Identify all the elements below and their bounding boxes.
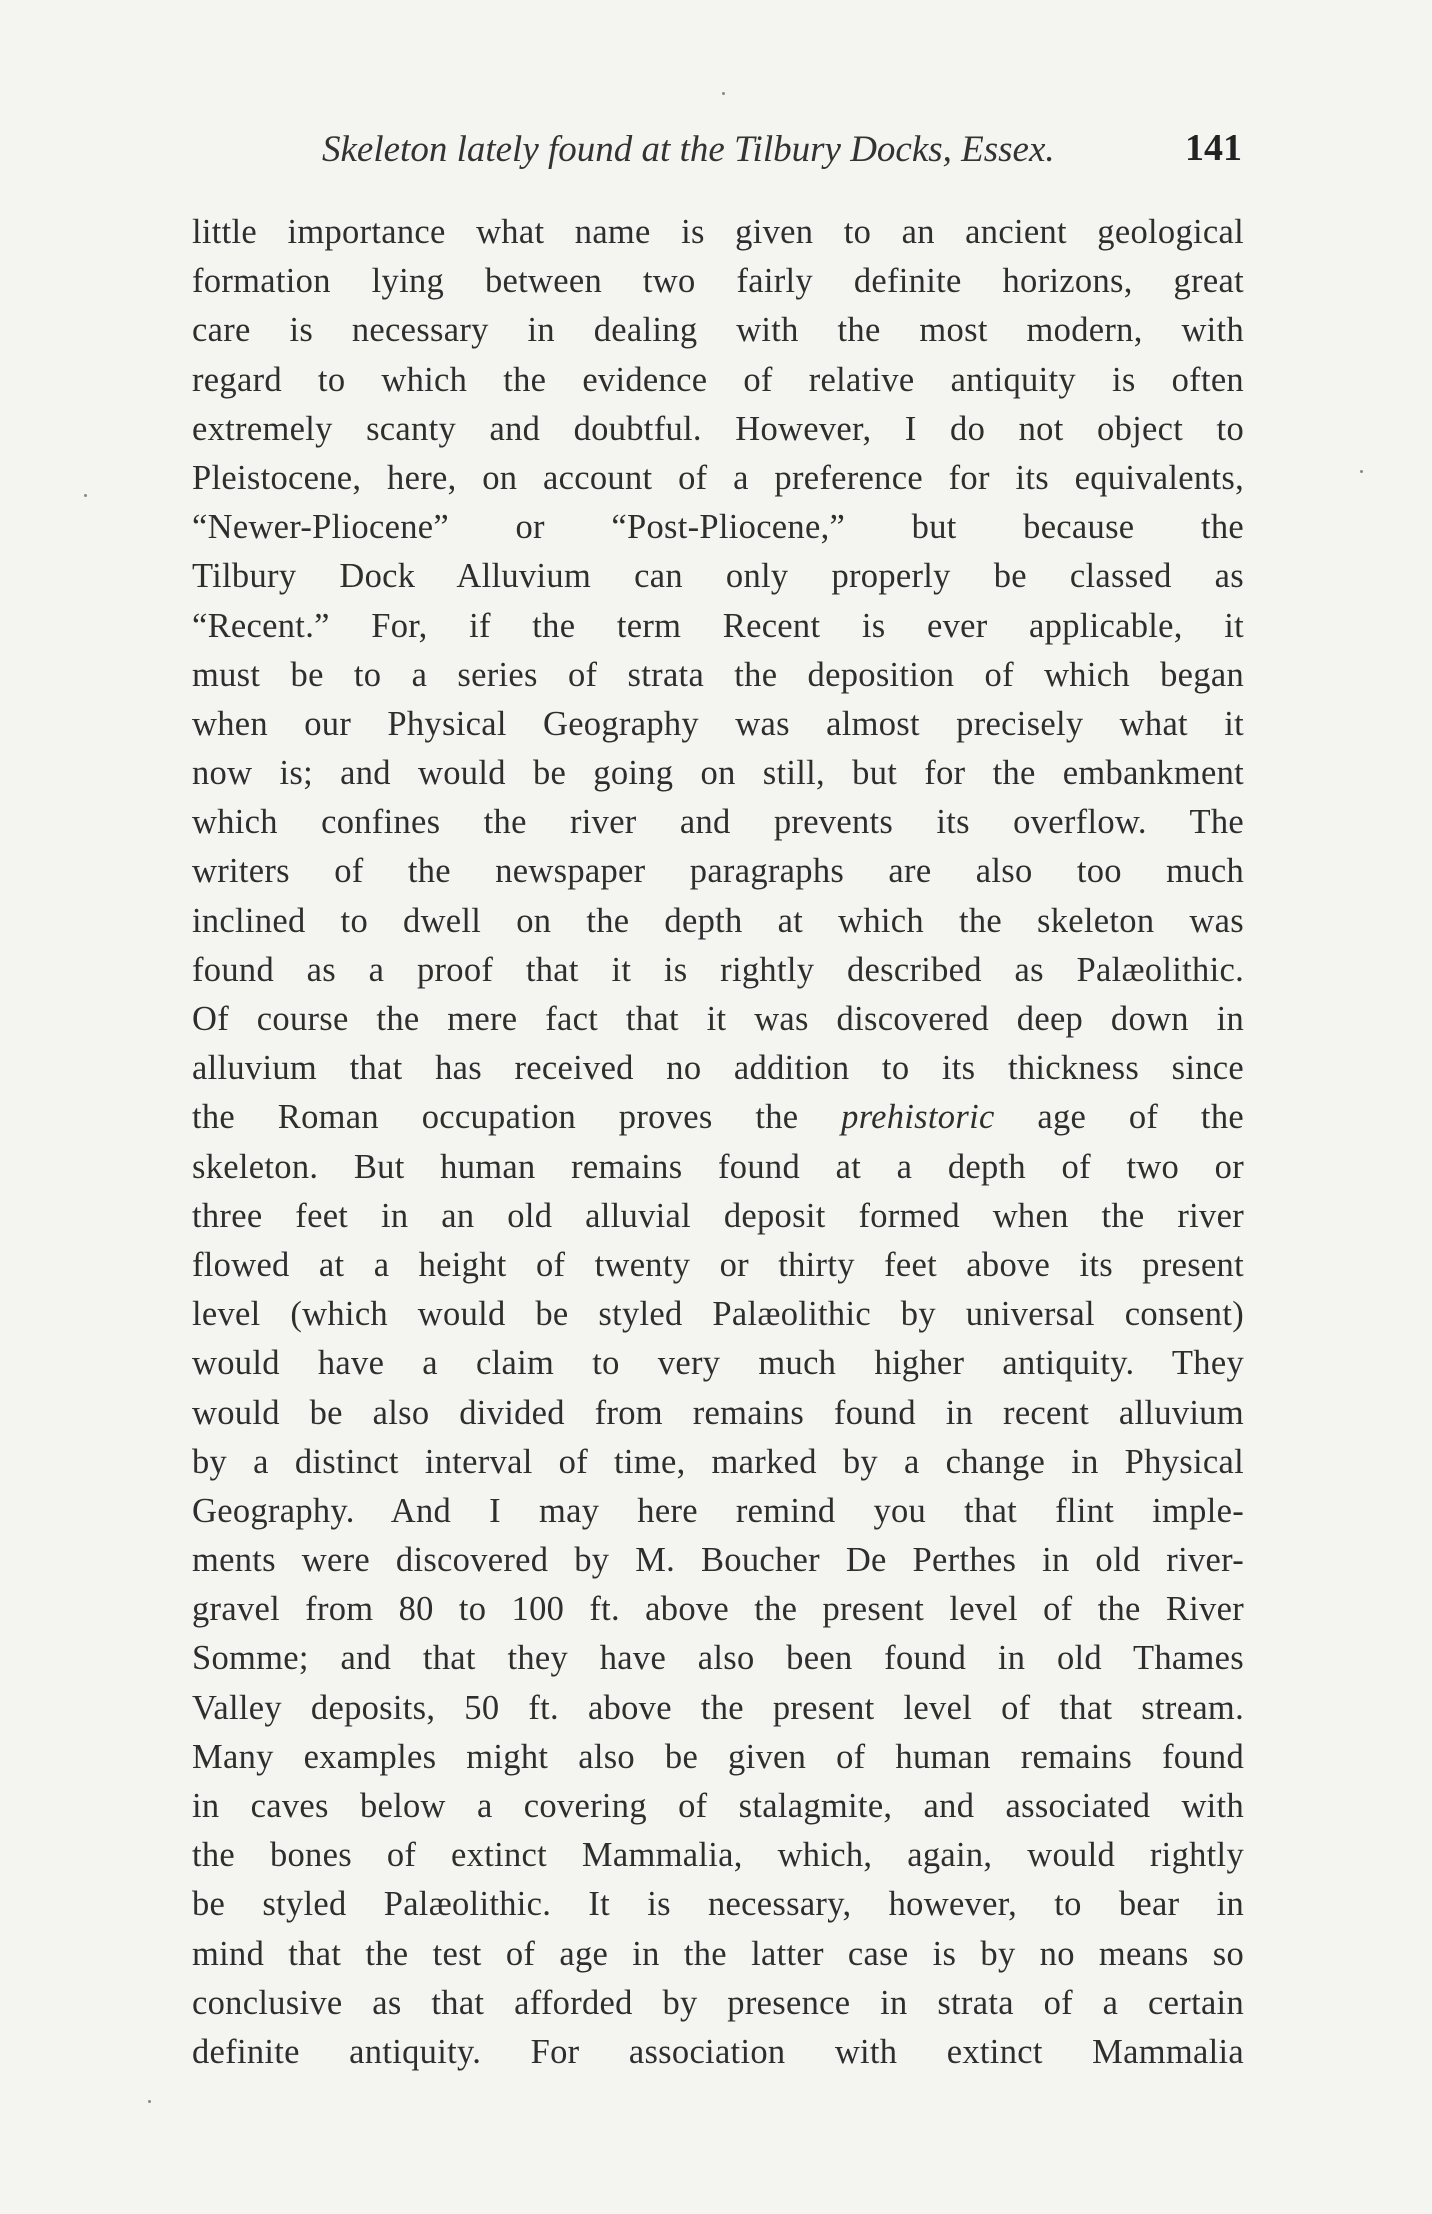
text-line: which confines the river and prevents its overflow. The — [192, 803, 1244, 842]
text-line: Somme; and that they have also been found in old Thames — [192, 1639, 1244, 1678]
text-line: Pleistocene, here, on account of a preference for its equivalents, — [192, 458, 1244, 497]
text-line: must be to a series of strata the deposition of which began — [192, 655, 1244, 694]
text-line: care is necessary in dealing with the most modern, with — [192, 311, 1244, 350]
body-text — [192, 208, 1244, 2077]
paper-speck — [148, 2100, 151, 2103]
text-line: little importance what name is given to an ancient geological — [192, 213, 1244, 251]
text-line: Geography. And I may here remind you that flint imple- — [192, 1491, 1244, 1530]
text-line: regard to which the evidence of relative antiquity is often — [192, 360, 1244, 399]
text-segment: age of the — [1037, 1098, 1244, 1137]
paper-speck — [1360, 470, 1363, 473]
text-line: Many examples might also be given of human remains found — [192, 1737, 1244, 1776]
text-line: Tilbury Dock Alluvium can only properly be classed as — [192, 557, 1244, 596]
text-line: flowed at a height of twenty or thirty feet above its present — [192, 1245, 1244, 1284]
text-line: when our Physical Geography was almost precisely what it — [192, 704, 1244, 743]
text-line: inclined to dwell on the depth at which the skeleton was — [192, 901, 1244, 940]
text-line: mind that the test of age in the latter case is by no means so — [192, 1934, 1244, 1973]
text-line: gravel from 80 to 100 ft. above the present level of the River — [192, 1590, 1244, 1629]
text-line: would have a claim to very much higher antiquity. They — [192, 1344, 1244, 1383]
text-line: writers of the newspaper paragraphs are also too much — [192, 852, 1244, 891]
text-line: be styled Palæolithic. It is necessary, however, to bear in — [192, 1885, 1244, 1924]
text-line: would be also divided from remains found in recent alluvium — [192, 1393, 1244, 1432]
text-line: alluvium that has received no addition to its thickness since — [192, 1049, 1244, 1088]
text-line: now is; and would be going on still, but for the embankment — [192, 754, 1244, 793]
text-line: skeleton. But human remains found at a depth of two or — [192, 1147, 1244, 1186]
text-line: definite antiquity. For association with extinct Mammalia — [192, 2032, 1244, 2071]
text-segment: the Roman occupation proves the — [192, 1098, 799, 1137]
text-line-mixed — [192, 1093, 1244, 1142]
paper-speck — [84, 494, 87, 497]
text-line: the bones of extinct Mammalia, which, again, would rightly — [192, 1836, 1244, 1875]
text-line: found as a proof that it is rightly described as Palæolithic. — [192, 950, 1244, 989]
text-line: Of course the mere fact that it was discovered deep down in — [192, 1000, 1244, 1038]
text-line: extremely scanty and doubtful. However, I do not object to — [192, 409, 1244, 448]
running-head — [192, 128, 1242, 178]
text-line: ments were discovered by M. Boucher De Perthes in old river- — [192, 1541, 1244, 1580]
text-line: in caves below a covering of stalagmite, and associated with — [192, 1787, 1244, 1825]
italic-word: prehistoric — [841, 1098, 995, 1137]
text-line: Valley deposits, 50 ft. above the present level of that stream. — [192, 1688, 1244, 1727]
text-line: formation lying between two fairly definite horizons, great — [192, 262, 1244, 301]
text-line: three feet in an old alluvial deposit formed when the river — [192, 1196, 1244, 1235]
running-title: Skeleton lately found at the Tilbury Docks, Essex. — [322, 129, 1055, 170]
text-line: level (which would be styled Palæolithic by universal consent) — [192, 1295, 1244, 1334]
paper-speck — [722, 92, 725, 95]
text-line: conclusive as that afforded by presence in strata of a certain — [192, 1983, 1244, 2022]
text-line: “Recent.” For, if the term Recent is ever applicable, it — [192, 606, 1244, 645]
page-number: 141 — [1185, 127, 1242, 169]
text-line: by a distinct interval of time, marked by a change in Physical — [192, 1442, 1244, 1481]
text-line: “Newer-Pliocene” or “Post-Pliocene,” but because the — [192, 508, 1244, 547]
